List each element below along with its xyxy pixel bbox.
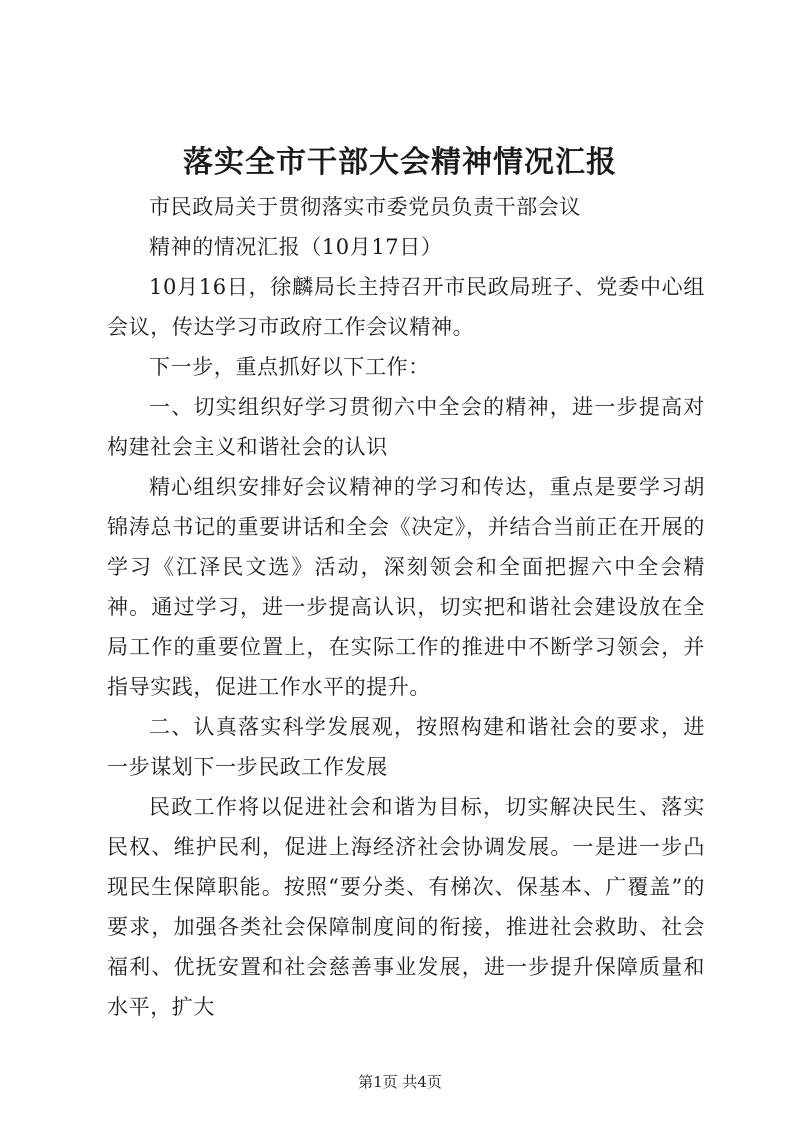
section-heading-two: 二、认真落实科学发展观，按照构建和谐社会的要求，进一步谋划下一步民政工作发展 [107, 715, 705, 779]
section-heading-one: 一、切实组织好学习贯彻六中全会的精神，进一步提高对构建社会主义和谐社会的认识 [107, 395, 705, 459]
paragraph-subtitle-line2: 精神的情况汇报（10月17日） [149, 235, 443, 259]
paragraph-section-one-body: 精心组织安排好会议精神的学习和传达，重点是要学习胡锦涛总书记的重要讲话和全会《决定》，并结合当前正在开展的学习《江泽民文选》活动，深刻领会和全面把握六中全会精神。通过学习，进一步提高认识，切实把和谐社会建设放在全局工作的重要位置上，在实际工作的推进中不断学习领会，并指导实践，促进工作水平的提升。 [107, 475, 705, 699]
paragraph-section-two-body: 民政工作将以促进社会和谐为目标，切实解决民生、落实民权、维护民利，促进上海经济社会协调发展。一是进一步凸现民生保障职能。按照“要分类、有梯次、保基本、广覆盖”的要求，加强各类社会保障制度间的衔接，推进社会救助、社会福利、优抚安置和社会慈善事业发展，进一步提升保障质量和水平，扩大 [107, 795, 705, 1019]
document-title: 落实全市干部大会精神情况汇报 [183, 145, 617, 180]
document-body [107, 187, 705, 1027]
page-number-footer: 第1页 共4页 [358, 1073, 442, 1091]
paragraph-subtitle-line1: 市民政局关于贯彻落实市委党员负责干部会议 [149, 195, 581, 219]
paragraph-meeting-summary: 10月16日，徐麟局长主持召开市民政局班子、党委中心组会议，传达学习市政府工作会议精神。 [107, 275, 705, 339]
paragraph-next-steps: 下一步，重点抓好以下工作： [149, 355, 430, 379]
